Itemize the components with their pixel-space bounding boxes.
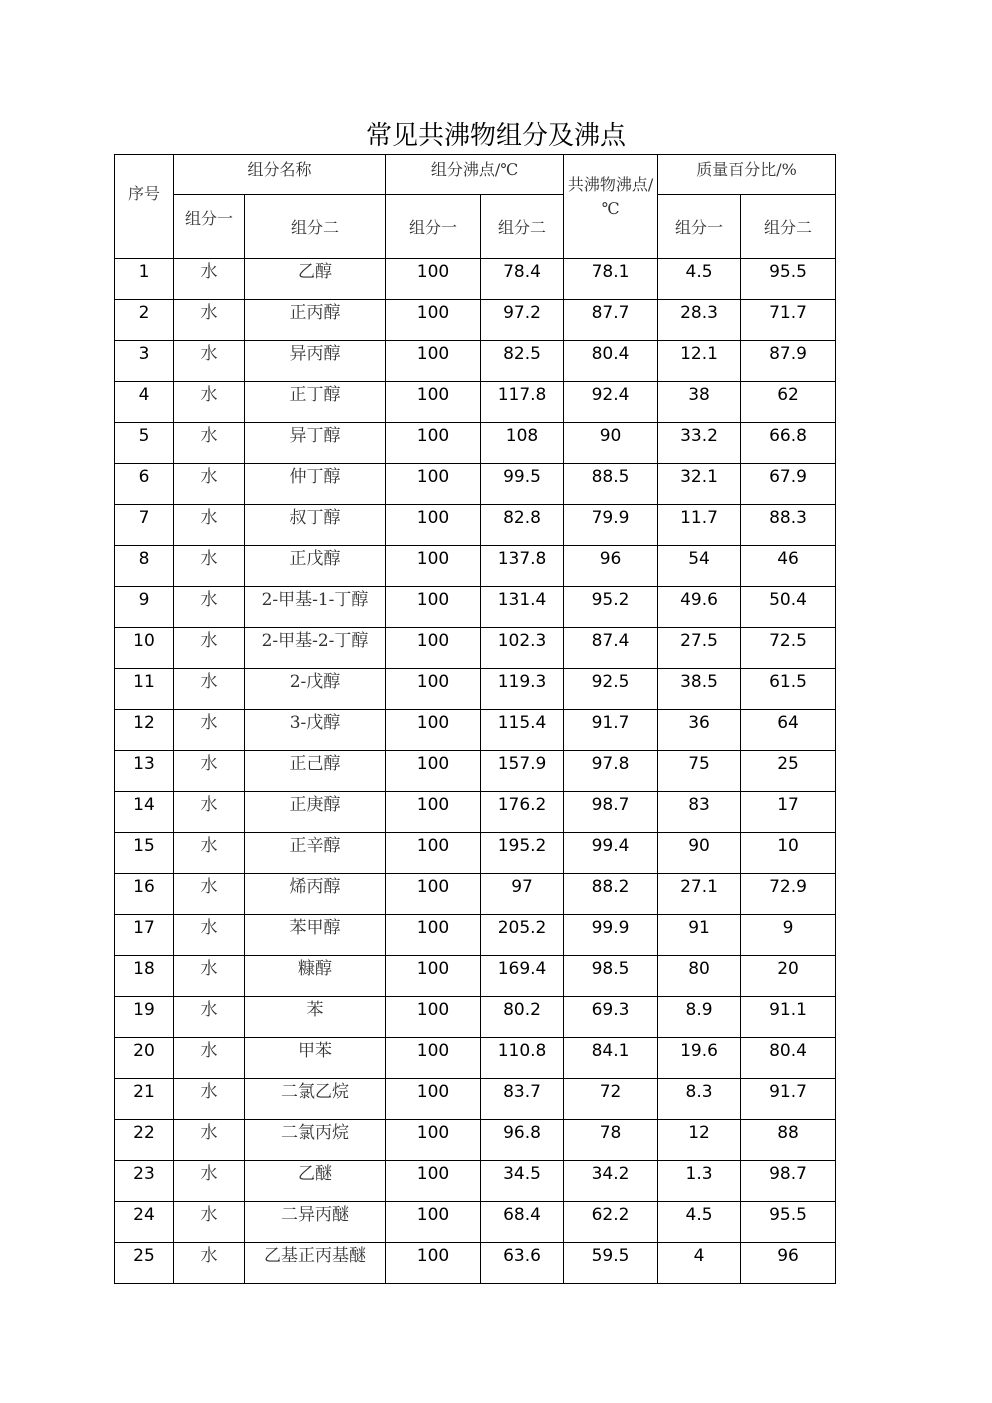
- mass-percent-2: 71.7: [741, 300, 836, 341]
- row-number: 23: [115, 1161, 174, 1202]
- table-row: [115, 341, 836, 382]
- azeotrope-bp: 69.3: [564, 997, 658, 1038]
- mass-percent-1: 4.5: [658, 259, 741, 300]
- azeotrope-bp: 99.4: [564, 833, 658, 874]
- bp-component-2: 68.4: [481, 1202, 564, 1243]
- component-2: 二氯乙烷: [245, 1079, 386, 1120]
- mass-percent-1: 33.2: [658, 423, 741, 464]
- table-row: [115, 669, 836, 710]
- mass-percent-2: 91.7: [741, 1079, 836, 1120]
- mass-percent-1: 4.5: [658, 1202, 741, 1243]
- table-row: [115, 1161, 836, 1202]
- component-1: 水: [174, 259, 245, 300]
- header-component-name: 组分名称: [174, 155, 386, 195]
- bp-component-1: 100: [386, 423, 481, 464]
- mass-percent-2: 50.4: [741, 587, 836, 628]
- azeotrope-bp: 79.9: [564, 505, 658, 546]
- component-2: 二氯丙烷: [245, 1120, 386, 1161]
- table-row: [115, 546, 836, 587]
- row-number: 1: [115, 259, 174, 300]
- mass-percent-1: 38.5: [658, 669, 741, 710]
- table-row: [115, 1243, 836, 1284]
- row-number: 21: [115, 1079, 174, 1120]
- bp-component-1: 100: [386, 259, 481, 300]
- azeotrope-table: [114, 154, 836, 1284]
- mass-percent-2: 46: [741, 546, 836, 587]
- bp-component-2: 195.2: [481, 833, 564, 874]
- mass-percent-2: 25: [741, 751, 836, 792]
- mass-percent-1: 38: [658, 382, 741, 423]
- bp-component-2: 110.8: [481, 1038, 564, 1079]
- table-row: [115, 464, 836, 505]
- component-1: 水: [174, 792, 245, 833]
- azeotrope-bp: 78.1: [564, 259, 658, 300]
- row-number: 22: [115, 1120, 174, 1161]
- component-1: 水: [174, 874, 245, 915]
- table-row: [115, 1120, 836, 1161]
- component-1: 水: [174, 628, 245, 669]
- mass-percent-2: 88.3: [741, 505, 836, 546]
- header-bp-comp1: 组分一: [386, 195, 481, 259]
- component-1: 水: [174, 915, 245, 956]
- bp-component-2: 97.2: [481, 300, 564, 341]
- bp-component-2: 117.8: [481, 382, 564, 423]
- table-row: [115, 1202, 836, 1243]
- header-comp1-name: 组分一: [174, 195, 245, 259]
- table-row: [115, 300, 836, 341]
- component-1: 水: [174, 1161, 245, 1202]
- component-2: 正庚醇: [245, 792, 386, 833]
- table-row: [115, 1038, 836, 1079]
- header-row-2: [115, 195, 836, 259]
- azeotrope-bp: 78: [564, 1120, 658, 1161]
- bp-component-1: 100: [386, 464, 481, 505]
- mass-percent-2: 80.4: [741, 1038, 836, 1079]
- table-row: [115, 792, 836, 833]
- component-2: 叔丁醇: [245, 505, 386, 546]
- component-1: 水: [174, 300, 245, 341]
- bp-component-2: 82.8: [481, 505, 564, 546]
- table-row: [115, 751, 836, 792]
- bp-component-1: 100: [386, 505, 481, 546]
- mass-percent-2: 88: [741, 1120, 836, 1161]
- bp-component-2: 96.8: [481, 1120, 564, 1161]
- mass-percent-2: 87.9: [741, 341, 836, 382]
- mass-percent-1: 27.5: [658, 628, 741, 669]
- bp-component-2: 80.2: [481, 997, 564, 1038]
- mass-percent-1: 11.7: [658, 505, 741, 546]
- component-1: 水: [174, 669, 245, 710]
- mass-percent-1: 91: [658, 915, 741, 956]
- page-title: 常见共沸物组分及沸点: [365, 121, 626, 151]
- mass-percent-2: 96: [741, 1243, 836, 1284]
- component-2: 异丁醇: [245, 423, 386, 464]
- bp-component-2: 99.5: [481, 464, 564, 505]
- table-row: [115, 997, 836, 1038]
- bp-component-2: 131.4: [481, 587, 564, 628]
- row-number: 17: [115, 915, 174, 956]
- row-number: 24: [115, 1202, 174, 1243]
- table-row: [115, 259, 836, 300]
- azeotrope-bp: 97.8: [564, 751, 658, 792]
- mass-percent-2: 95.5: [741, 259, 836, 300]
- azeotrope-bp: 90: [564, 423, 658, 464]
- component-2: 2-甲基-1-丁醇: [245, 587, 386, 628]
- mass-percent-2: 98.7: [741, 1161, 836, 1202]
- row-number: 11: [115, 669, 174, 710]
- mass-percent-2: 72.9: [741, 874, 836, 915]
- mass-percent-2: 72.5: [741, 628, 836, 669]
- azeotrope-bp: 34.2: [564, 1161, 658, 1202]
- bp-component-2: 115.4: [481, 710, 564, 751]
- bp-component-1: 100: [386, 1038, 481, 1079]
- bp-component-1: 100: [386, 792, 481, 833]
- component-1: 水: [174, 833, 245, 874]
- component-2: 3-戊醇: [245, 710, 386, 751]
- component-1: 水: [174, 546, 245, 587]
- component-1: 水: [174, 423, 245, 464]
- row-number: 13: [115, 751, 174, 792]
- table-row: [115, 833, 836, 874]
- header-seq: 序号: [115, 155, 174, 259]
- bp-component-1: 100: [386, 1202, 481, 1243]
- header-bp-comp2: 组分二: [481, 195, 564, 259]
- bp-component-2: 34.5: [481, 1161, 564, 1202]
- row-number: 8: [115, 546, 174, 587]
- row-number: 14: [115, 792, 174, 833]
- mass-percent-2: 10: [741, 833, 836, 874]
- bp-component-2: 176.2: [481, 792, 564, 833]
- azeotrope-bp: 88.2: [564, 874, 658, 915]
- bp-component-1: 100: [386, 628, 481, 669]
- bp-component-2: 157.9: [481, 751, 564, 792]
- mass-percent-1: 8.3: [658, 1079, 741, 1120]
- bp-component-2: 63.6: [481, 1243, 564, 1284]
- table-row: [115, 915, 836, 956]
- header-comp2-name: 组分二: [245, 195, 386, 259]
- header-row-1: [115, 155, 836, 195]
- mass-percent-1: 32.1: [658, 464, 741, 505]
- mass-percent-1: 49.6: [658, 587, 741, 628]
- mass-percent-2: 64: [741, 710, 836, 751]
- azeotrope-bp: 72: [564, 1079, 658, 1120]
- component-2: 苯: [245, 997, 386, 1038]
- mass-percent-1: 12.1: [658, 341, 741, 382]
- bp-component-1: 100: [386, 546, 481, 587]
- row-number: 20: [115, 1038, 174, 1079]
- header-component-bp: 组分沸点/℃: [386, 155, 564, 195]
- azeotrope-bp: 88.5: [564, 464, 658, 505]
- component-2: 二异丙醚: [245, 1202, 386, 1243]
- row-number: 16: [115, 874, 174, 915]
- component-2: 苯甲醇: [245, 915, 386, 956]
- mass-percent-1: 4: [658, 1243, 741, 1284]
- row-number: 12: [115, 710, 174, 751]
- mass-percent-1: 19.6: [658, 1038, 741, 1079]
- component-2: 仲丁醇: [245, 464, 386, 505]
- azeotrope-bp: 91.7: [564, 710, 658, 751]
- mass-percent-2: 66.8: [741, 423, 836, 464]
- azeotrope-bp: 62.2: [564, 1202, 658, 1243]
- row-number: 3: [115, 341, 174, 382]
- row-number: 4: [115, 382, 174, 423]
- mass-percent-1: 12: [658, 1120, 741, 1161]
- bp-component-1: 100: [386, 751, 481, 792]
- azeotrope-bp: 80.4: [564, 341, 658, 382]
- bp-component-1: 100: [386, 874, 481, 915]
- component-2: 异丙醇: [245, 341, 386, 382]
- azeotrope-bp: 87.4: [564, 628, 658, 669]
- bp-component-1: 100: [386, 341, 481, 382]
- table-row: [115, 628, 836, 669]
- azeotrope-bp: 92.4: [564, 382, 658, 423]
- row-number: 10: [115, 628, 174, 669]
- bp-component-2: 82.5: [481, 341, 564, 382]
- header-mass-comp1: 组分一: [658, 195, 741, 259]
- component-1: 水: [174, 1120, 245, 1161]
- mass-percent-1: 90: [658, 833, 741, 874]
- component-2: 乙基正丙基醚: [245, 1243, 386, 1284]
- row-number: 9: [115, 587, 174, 628]
- component-2: 正己醇: [245, 751, 386, 792]
- component-2: 正丁醇: [245, 382, 386, 423]
- bp-component-2: 78.4: [481, 259, 564, 300]
- component-2: 2-甲基-2-丁醇: [245, 628, 386, 669]
- component-2: 正戊醇: [245, 546, 386, 587]
- row-number: 2: [115, 300, 174, 341]
- header-mass-percent: 质量百分比/%: [658, 155, 836, 195]
- header-mass-comp2: 组分二: [741, 195, 836, 259]
- azeotrope-bp: 84.1: [564, 1038, 658, 1079]
- row-number: 18: [115, 956, 174, 997]
- azeotrope-bp: 59.5: [564, 1243, 658, 1284]
- table-row: [115, 587, 836, 628]
- mass-percent-1: 8.9: [658, 997, 741, 1038]
- mass-percent-1: 75: [658, 751, 741, 792]
- bp-component-2: 205.2: [481, 915, 564, 956]
- component-1: 水: [174, 1038, 245, 1079]
- bp-component-1: 100: [386, 710, 481, 751]
- table-row: [115, 505, 836, 546]
- bp-component-2: 119.3: [481, 669, 564, 710]
- bp-component-2: 169.4: [481, 956, 564, 997]
- row-number: 15: [115, 833, 174, 874]
- component-2: 乙醚: [245, 1161, 386, 1202]
- component-1: 水: [174, 1202, 245, 1243]
- azeotrope-bp: 95.2: [564, 587, 658, 628]
- bp-component-2: 108: [481, 423, 564, 464]
- bp-component-1: 100: [386, 956, 481, 997]
- table-row: [115, 874, 836, 915]
- bp-component-1: 100: [386, 915, 481, 956]
- bp-component-1: 100: [386, 300, 481, 341]
- component-2: 正丙醇: [245, 300, 386, 341]
- bp-component-1: 100: [386, 1161, 481, 1202]
- mass-percent-2: 9: [741, 915, 836, 956]
- bp-component-2: 97: [481, 874, 564, 915]
- table-row: [115, 423, 836, 464]
- mass-percent-2: 91.1: [741, 997, 836, 1038]
- bp-component-1: 100: [386, 1079, 481, 1120]
- component-2: 正辛醇: [245, 833, 386, 874]
- mass-percent-1: 36: [658, 710, 741, 751]
- bp-component-1: 100: [386, 1120, 481, 1161]
- row-number: 25: [115, 1243, 174, 1284]
- bp-component-1: 100: [386, 382, 481, 423]
- bp-component-1: 100: [386, 1243, 481, 1284]
- table-row: [115, 382, 836, 423]
- component-1: 水: [174, 751, 245, 792]
- azeotrope-bp: 99.9: [564, 915, 658, 956]
- mass-percent-2: 95.5: [741, 1202, 836, 1243]
- bp-component-1: 100: [386, 669, 481, 710]
- table-row: [115, 956, 836, 997]
- bp-component-1: 100: [386, 997, 481, 1038]
- bp-component-2: 137.8: [481, 546, 564, 587]
- mass-percent-1: 83: [658, 792, 741, 833]
- table-row: [115, 1079, 836, 1120]
- mass-percent-1: 27.1: [658, 874, 741, 915]
- table-row: [115, 710, 836, 751]
- row-number: 6: [115, 464, 174, 505]
- bp-component-2: 83.7: [481, 1079, 564, 1120]
- component-2: 乙醇: [245, 259, 386, 300]
- mass-percent-2: 62: [741, 382, 836, 423]
- component-1: 水: [174, 710, 245, 751]
- component-1: 水: [174, 956, 245, 997]
- azeotrope-bp: 92.5: [564, 669, 658, 710]
- mass-percent-2: 61.5: [741, 669, 836, 710]
- azeotrope-bp: 98.7: [564, 792, 658, 833]
- component-1: 水: [174, 587, 245, 628]
- bp-component-2: 102.3: [481, 628, 564, 669]
- component-1: 水: [174, 464, 245, 505]
- component-1: 水: [174, 1079, 245, 1120]
- mass-percent-2: 20: [741, 956, 836, 997]
- row-number: 19: [115, 997, 174, 1038]
- component-2: 2-戊醇: [245, 669, 386, 710]
- component-2: 烯丙醇: [245, 874, 386, 915]
- component-1: 水: [174, 505, 245, 546]
- bp-component-1: 100: [386, 587, 481, 628]
- component-1: 水: [174, 382, 245, 423]
- azeotrope-bp: 98.5: [564, 956, 658, 997]
- header-azeotrope-bp: 共沸物沸点/℃: [564, 155, 658, 259]
- component-1: 水: [174, 1243, 245, 1284]
- bp-component-1: 100: [386, 833, 481, 874]
- component-2: 甲苯: [245, 1038, 386, 1079]
- mass-percent-1: 54: [658, 546, 741, 587]
- azeotrope-bp: 87.7: [564, 300, 658, 341]
- component-1: 水: [174, 341, 245, 382]
- azeotrope-bp: 96: [564, 546, 658, 587]
- mass-percent-2: 17: [741, 792, 836, 833]
- mass-percent-1: 80: [658, 956, 741, 997]
- row-number: 5: [115, 423, 174, 464]
- component-2: 糠醇: [245, 956, 386, 997]
- mass-percent-1: 28.3: [658, 300, 741, 341]
- row-number: 7: [115, 505, 174, 546]
- component-1: 水: [174, 997, 245, 1038]
- mass-percent-2: 67.9: [741, 464, 836, 505]
- mass-percent-1: 1.3: [658, 1161, 741, 1202]
